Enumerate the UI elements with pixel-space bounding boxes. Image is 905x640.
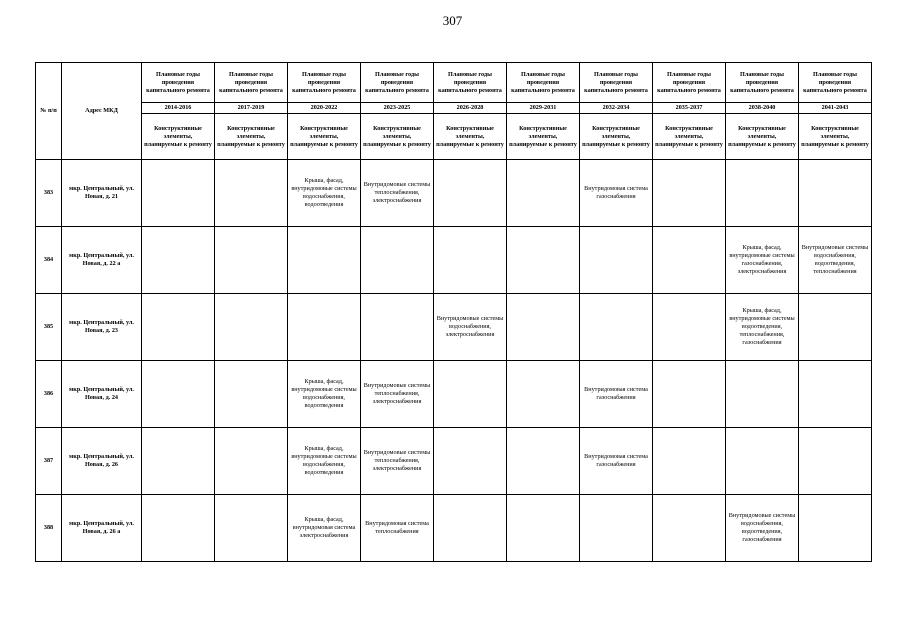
repair-elements-cell (215, 428, 288, 495)
repair-elements-cell (507, 428, 580, 495)
row-number: 383 (36, 160, 62, 227)
period-title: Плановые годы проведения капитального ремонта (507, 63, 580, 103)
repair-elements-cell (434, 227, 507, 294)
table-row (36, 428, 872, 495)
address-col-header: Адрес МКД (62, 63, 142, 160)
year-range: 2038-2040 (726, 103, 799, 114)
repair-elements-cell (507, 227, 580, 294)
repair-elements-cell (726, 361, 799, 428)
repair-elements-cell (507, 160, 580, 227)
repair-elements-cell (799, 160, 872, 227)
table-row (36, 495, 872, 562)
elements-label: Конструктивные элементы, планируемые к ремонту (726, 114, 799, 160)
elements-label: Конструктивные элементы, планируемые к ремонту (580, 114, 653, 160)
row-address: мкр. Центральный, ул. Новая, д. 22 а (62, 227, 142, 294)
year-range: 2017-2019 (215, 103, 288, 114)
row-address: мкр. Центральный, ул. Новая, д. 21 (62, 160, 142, 227)
year-range: 2026-2028 (434, 103, 507, 114)
repair-elements-cell: Внутридомовые системы водоснабжения, водоотведения, газоснабжения (726, 495, 799, 562)
period-title: Плановые годы проведения капитального ремонта (361, 63, 434, 103)
repair-elements-cell (507, 361, 580, 428)
repair-elements-cell (434, 495, 507, 562)
repair-elements-cell (288, 227, 361, 294)
row-address: мкр. Центральный, ул. Новая, д. 26 (62, 428, 142, 495)
table-row (36, 160, 872, 227)
repair-elements-cell (434, 361, 507, 428)
period-title: Плановые годы проведения капитального ремонта (580, 63, 653, 103)
header-row-elements (36, 114, 872, 160)
period-title: Плановые годы проведения капитального ремонта (142, 63, 215, 103)
elements-label: Конструктивные элементы, планируемые к ремонту (361, 114, 434, 160)
repair-elements-cell: Внутридомовая система газоснабжения (580, 428, 653, 495)
repair-elements-cell: Внутридомовые системы теплоснабжения, электроснабжения (361, 160, 434, 227)
repair-schedule-table (35, 62, 872, 562)
repair-elements-cell (142, 361, 215, 428)
row-address: мкр. Центральный, ул. Новая, д. 24 (62, 361, 142, 428)
repair-elements-cell: Крыша, фасад, внутридомовая система электроснабжения (288, 495, 361, 562)
elements-label: Конструктивные элементы, планируемые к ремонту (653, 114, 726, 160)
repair-elements-cell (653, 227, 726, 294)
row-number: 387 (36, 428, 62, 495)
repair-elements-cell (653, 428, 726, 495)
elements-label: Конструктивные элементы, планируемые к ремонту (434, 114, 507, 160)
repair-elements-cell (142, 294, 215, 361)
row-number: 388 (36, 495, 62, 562)
page-number: 307 (442, 13, 463, 28)
header-row-years (36, 103, 872, 114)
repair-elements-cell (580, 227, 653, 294)
repair-elements-cell (507, 294, 580, 361)
year-range: 2035-2037 (653, 103, 726, 114)
repair-elements-cell: Внутридомовые системы водоснабжения, электроснабжения (434, 294, 507, 361)
repair-elements-cell (580, 495, 653, 562)
elements-label: Конструктивные элементы, планируемые к ремонту (507, 114, 580, 160)
repair-elements-cell: Крыша, фасад, внутридомовые системы водоснабжения, водоотведения (288, 428, 361, 495)
table-body (36, 160, 872, 562)
repair-elements-cell: Крыша, фасад, внутридомовые системы водоотведения, теплоснабжения, газоснабжения (726, 294, 799, 361)
repair-elements-cell (799, 294, 872, 361)
header-row-titles (36, 63, 872, 103)
repair-elements-cell (361, 227, 434, 294)
repair-elements-cell (434, 428, 507, 495)
repair-elements-cell (142, 227, 215, 294)
repair-elements-cell: Внутридомовые системы теплоснабжения, электроснабжения (361, 361, 434, 428)
repair-elements-cell: Внутридомовые системы водоснабжения, водоотведения, теплоснабжения (799, 227, 872, 294)
row-number: 385 (36, 294, 62, 361)
period-title: Плановые годы проведения капитального ремонта (726, 63, 799, 103)
repair-elements-cell: Крыша, фасад, внутридомовые системы водоснабжения, водоотведения (288, 361, 361, 428)
repair-elements-cell (799, 428, 872, 495)
year-range: 2032-2034 (580, 103, 653, 114)
repair-elements-cell: Крыша, фасад, внутридомовые системы водоснабжения, водоотведения (288, 160, 361, 227)
repair-elements-cell (434, 160, 507, 227)
repair-elements-cell (215, 160, 288, 227)
table-row (36, 294, 872, 361)
row-address: мкр. Центральный, ул. Новая, д. 23 (62, 294, 142, 361)
repair-elements-cell: Внутридомовая система теплоснабжения (361, 495, 434, 562)
repair-elements-cell (653, 160, 726, 227)
repair-elements-cell (799, 361, 872, 428)
row-address: мкр. Центральный, ул. Новая, д. 26 а (62, 495, 142, 562)
elements-label: Конструктивные элементы, планируемые к ремонту (288, 114, 361, 160)
repair-elements-cell (580, 294, 653, 361)
repair-elements-cell (653, 361, 726, 428)
repair-elements-cell (507, 495, 580, 562)
repair-elements-cell (142, 428, 215, 495)
repair-elements-cell (288, 294, 361, 361)
repair-elements-cell (142, 495, 215, 562)
repair-elements-cell: Крыша, фасад, внутридомовые системы газоснабжения, электроснабжения (726, 227, 799, 294)
repair-elements-cell (799, 495, 872, 562)
period-title: Плановые годы проведения капитального ремонта (799, 63, 872, 103)
repair-elements-cell (653, 294, 726, 361)
repair-elements-cell (726, 428, 799, 495)
period-title: Плановые годы проведения капитального ремонта (434, 63, 507, 103)
table-row (36, 227, 872, 294)
row-number: 384 (36, 227, 62, 294)
repair-elements-cell (361, 294, 434, 361)
repair-elements-cell: Внутридомовая система газоснабжения (580, 160, 653, 227)
year-range: 2014-2016 (142, 103, 215, 114)
year-range: 2020-2022 (288, 103, 361, 114)
row-number: 386 (36, 361, 62, 428)
year-range: 2041-2043 (799, 103, 872, 114)
repair-elements-cell (215, 227, 288, 294)
year-range: 2029-2031 (507, 103, 580, 114)
period-title: Плановые годы проведения капитального ремонта (215, 63, 288, 103)
repair-elements-cell (215, 361, 288, 428)
repair-elements-cell (142, 160, 215, 227)
repair-elements-cell (653, 495, 726, 562)
repair-elements-cell: Внутридомовые системы теплоснабжения, электроснабжения (361, 428, 434, 495)
period-title: Плановые годы проведения капитального ремонта (288, 63, 361, 103)
num-col-header: № п/п (36, 63, 62, 160)
elements-label: Конструктивные элементы, планируемые к ремонту (142, 114, 215, 160)
repair-elements-cell (215, 294, 288, 361)
elements-label: Конструктивные элементы, планируемые к ремонту (799, 114, 872, 160)
repair-elements-cell (726, 160, 799, 227)
year-range: 2023-2025 (361, 103, 434, 114)
period-title: Плановые годы проведения капитального ремонта (653, 63, 726, 103)
table-row (36, 361, 872, 428)
elements-label: Конструктивные элементы, планируемые к ремонту (215, 114, 288, 160)
repair-elements-cell: Внутридомовая система газоснабжения (580, 361, 653, 428)
repair-elements-cell (215, 495, 288, 562)
